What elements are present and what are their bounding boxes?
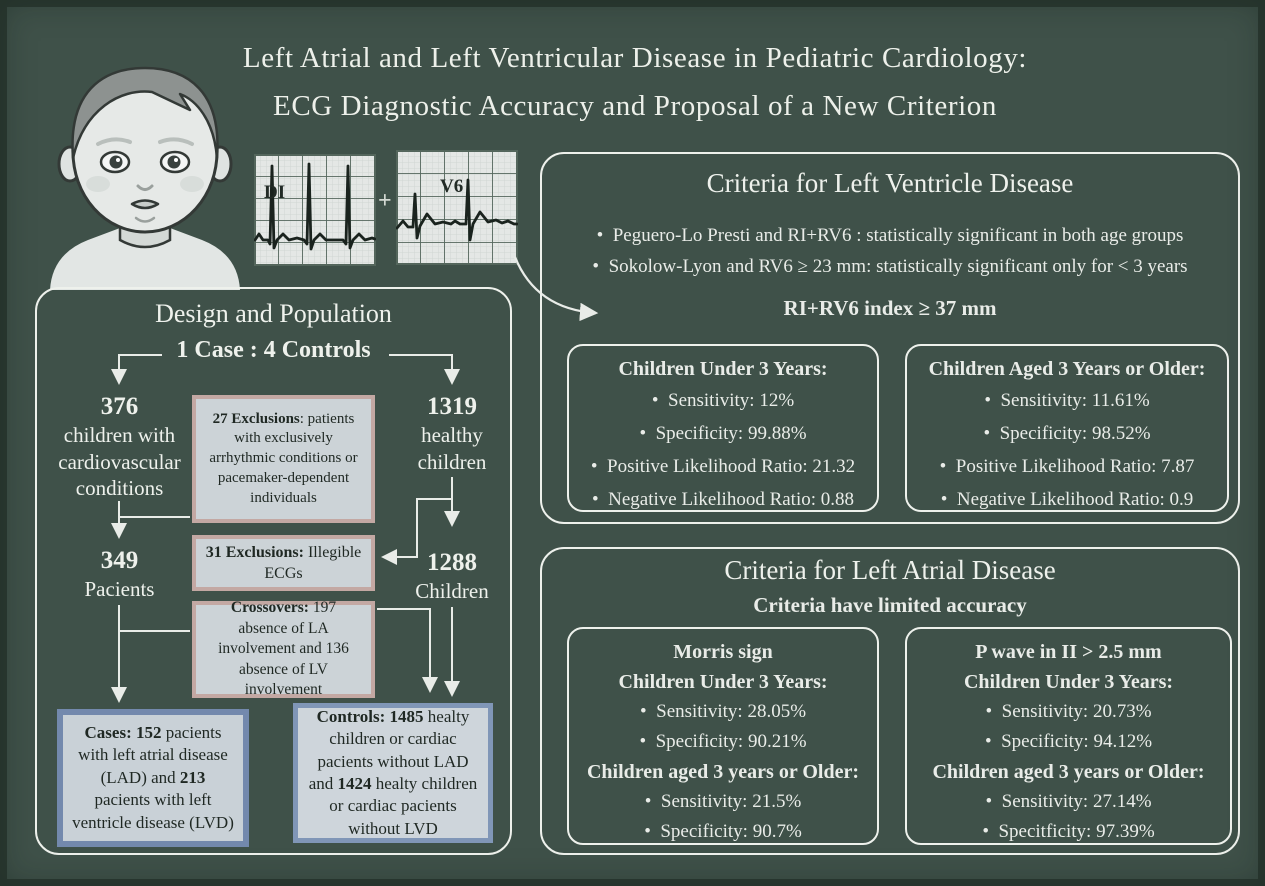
text-segment: healty children or cardiac pacients without LVD (329, 774, 478, 838)
ecg-lead-di-label: DI (264, 182, 286, 203)
text-segment: 152 (136, 722, 162, 742)
bullet-item: • Positive Likelihood Ratio: 21.32 (569, 450, 877, 483)
exclusions-31-text (205, 542, 362, 584)
text-segment: 31 Exclusions: (205, 543, 304, 561)
lv-panel-bullets (542, 220, 1238, 282)
la-panel-title: Criteria for Left Atrial Disease (724, 555, 1056, 585)
bullet-item: • Sensitivity: 27.14% (907, 787, 1230, 817)
lv-box-under-3 (567, 344, 879, 512)
text-segment: Controls: (316, 706, 386, 726)
morris-sign-box (567, 627, 879, 845)
count-1288: 1288 (427, 549, 477, 576)
design-population-panel (35, 287, 512, 855)
bullet-item: • Specificity: 90.7% (569, 817, 877, 847)
bullet-item: • Positive Likelihood Ratio: 7.87 (907, 450, 1227, 483)
bullet-item: • Peguero-Lo Presti and RI+RV6 : statistically significant in both age groups (542, 220, 1238, 251)
bullet-item: • Sensitivity: 21.5% (569, 787, 877, 817)
page-title-line1: Left Atrial and Left Ventricular Disease in Pediatric Cardiology: (242, 42, 1028, 74)
flow-node-349 (57, 545, 182, 603)
bullet-item: • Sokolow-Lyon and RV6 ≥ 23 mm: statistically significant only for < 3 years (542, 251, 1238, 282)
lv-box-3-or-older-bullets (907, 384, 1227, 516)
morris-older-bullets (569, 787, 877, 847)
text-segment: pacients with left ventricle disease (LVD) (72, 790, 234, 832)
flow-node-1319 (389, 391, 515, 475)
text-segment: healty children or cardiac pacients without LAD and (308, 706, 470, 793)
label-1319: healthy children (417, 423, 487, 474)
p-wave-title: P wave in II > 2.5 mm (975, 641, 1162, 663)
text-segment: 1424 (337, 774, 372, 793)
baby-illustration (36, 48, 254, 290)
p-wave-under3-title: Children Under 3 Years: (963, 671, 1174, 693)
p-wave-older-bullets (907, 787, 1230, 847)
text-segment: Illegible ECGs (264, 543, 362, 582)
label-376: children with cardiovascular conditions (58, 423, 181, 500)
morris-title: Morris sign (673, 641, 773, 663)
bullet-item: • Specificity: 94.12% (907, 727, 1230, 757)
text-segment: : patients with exclusively arrhythmic conditions or pacemaker-dependent individuals (209, 410, 358, 506)
controls-box (293, 703, 493, 843)
morris-under3-bullets (569, 697, 877, 757)
controls-text (307, 706, 479, 841)
text-segment: 213 (179, 767, 206, 787)
bullet-item: • Specificity: 98.52% (907, 417, 1227, 450)
text-segment: Crossovers: (230, 599, 309, 617)
cases-box (57, 709, 249, 847)
design-panel-title: Design and Population (155, 299, 392, 328)
text-segment: 1485 (389, 706, 424, 726)
morris-older-title: Children aged 3 years or Older: (586, 761, 860, 783)
text-segment: Cases: (84, 722, 132, 742)
lv-panel-title: Criteria for Left Ventricle Disease (706, 168, 1074, 198)
plus-sign: + (378, 188, 392, 214)
exclusions-27-text (205, 410, 362, 509)
morris-under3-title: Children Under 3 Years: (618, 671, 828, 693)
flow-node-1288 (389, 547, 515, 605)
p-wave-box (905, 627, 1232, 845)
la-panel-subtitle: Criteria have limited accuracy (753, 593, 1027, 617)
ecg-lead-v6-label: V6 (440, 176, 464, 197)
label-1288: Children (415, 579, 489, 604)
page-title-line2: ECG Diagnostic Accuracy and Proposal of a New Criterion (273, 90, 997, 122)
bullet-item: • Sensitivity: 12% (569, 384, 877, 417)
count-376: 376 (100, 393, 139, 420)
p-wave-older-title: Children aged 3 years or Older: (932, 761, 1205, 783)
count-1319: 1319 (427, 393, 477, 420)
lv-box-under-3-title: Children Under 3 Years: (618, 358, 828, 380)
ri-rv6-index-line: RI+RV6 index ≥ 37 mm (783, 296, 997, 320)
count-349: 349 (100, 547, 139, 574)
bullet-item: • Sensitivity: 11.61% (907, 384, 1227, 417)
flow-node-376 (42, 391, 197, 501)
cases-text (72, 722, 234, 834)
bullet-item: • Sensitivity: 28.05% (569, 697, 877, 727)
text-segment: pacients with left atrial disease (LAD) and (78, 722, 228, 787)
lv-criteria-panel (540, 152, 1240, 524)
crossovers-box (192, 601, 375, 698)
crossovers-text (205, 598, 362, 700)
label-349: Pacients (84, 577, 155, 602)
lv-box-3-or-older-title: Children Aged 3 Years or Older: (928, 358, 1206, 380)
case-control-ratio: 1 Case : 4 Controls (176, 337, 371, 363)
exclusions-31-box (192, 535, 375, 591)
p-wave-under3-bullets (907, 697, 1230, 757)
bullet-item: • Negative Likelihood Ratio: 0.88 (569, 483, 877, 516)
bullet-item: • Sensitivity: 20.73% (907, 697, 1230, 727)
ecg-lead-di-thumbnail (254, 154, 376, 266)
bullet-item: • Specificity: 99.88% (569, 417, 877, 450)
lv-box-under-3-bullets (569, 384, 877, 516)
bullet-item: • Specificity: 90.21% (569, 727, 877, 757)
la-criteria-panel (540, 547, 1240, 855)
bullet-item: • Specitficity: 97.39% (907, 817, 1230, 847)
lv-box-3-or-older (905, 344, 1229, 512)
bullet-item: • Negative Likelihood Ratio: 0.9 (907, 483, 1227, 516)
text-segment: 27 Exclusions (212, 410, 300, 427)
exclusions-27-box (192, 395, 375, 523)
text-segment: 197 absence of LA involvement and 136 absence of LV involvement (218, 599, 349, 699)
